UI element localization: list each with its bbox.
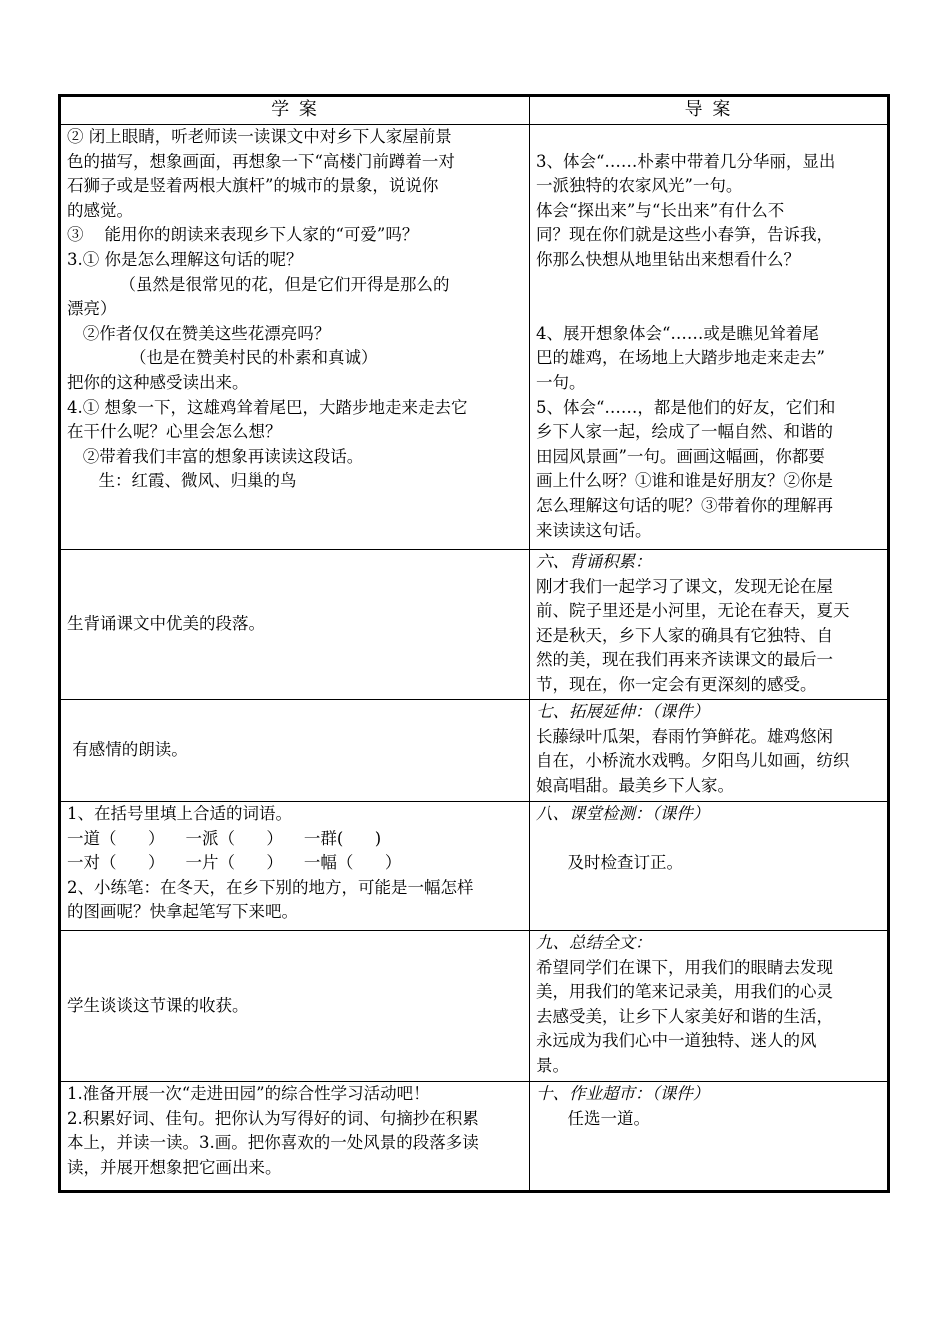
text-line: 4、展开想象体会“……或是瞧见耸着尾 <box>536 323 819 343</box>
text-line: ③ 能用你的朗读来表现乡下人家的“可爱”吗？ <box>67 225 419 245</box>
row6-right <box>530 1082 887 1190</box>
text-line: 乡下人家一起，绘成了一幅自然、和谐的 <box>536 422 833 442</box>
text-line: 2.积累好词、佳句。把你认为写得好的词、句摘抄在积累 <box>67 1108 479 1128</box>
text-line: 刚才我们一起学习了课文，发现无论在屋 <box>536 576 833 596</box>
text-line: 读，并展开想象把它画出来。 <box>67 1157 282 1177</box>
text-line: 本上，并读一读。3.画。把你喜欢的一处风景的段落多读 <box>67 1133 479 1153</box>
text-line: 希望同学们在课下，用我们的眼睛去发现 <box>536 957 833 977</box>
text-line <box>536 827 881 852</box>
text-line: 前、院子里还是小河里，无论在春天，夏天 <box>536 601 850 621</box>
text-line: 画上什么呀？①谁和谁是好朋友？②你是 <box>536 471 833 491</box>
row5-right <box>530 931 887 1081</box>
text-line <box>536 273 881 298</box>
section-title: 八、课堂检测：（课件） <box>536 804 710 823</box>
row2-left <box>61 550 530 699</box>
table-row <box>61 1081 887 1190</box>
table-row <box>61 699 887 801</box>
text-line: ②带着我们丰富的想象再读读这段话。 <box>67 446 364 466</box>
text-line: （虽然是很常见的花，但是它们开得是那么的 <box>67 274 450 294</box>
row4-left <box>61 802 530 930</box>
text-line: 生背诵课文中优美的段落。 <box>67 614 265 634</box>
text-line: 在干什么呢？心里会怎么想？ <box>67 422 282 442</box>
text-line <box>536 125 881 150</box>
text-line: 1、在括号里填上合适的词语。 <box>67 804 292 823</box>
text-line <box>536 297 881 322</box>
text-line: 5、体会“……，都是他们的好友，它们和 <box>536 397 836 417</box>
text-line: 及时检查订正。 <box>536 853 683 873</box>
section-title: 六、背诵积累： <box>536 552 652 571</box>
row5-left <box>61 931 530 1081</box>
text-line: 田园风景画”一句。画画这幅画，你都要 <box>536 446 825 466</box>
text-line: 长藤绿叶瓜架，春雨竹笋鲜花。雄鸡悠闲 <box>536 726 833 746</box>
text-line: 美，用我们的笔来记录美，用我们的心灵 <box>536 982 833 1002</box>
text-line: 把你的这种感受读出来。 <box>67 372 249 392</box>
header-xuean: 学 案 <box>61 97 530 124</box>
text-line: 你那么快想从地里钻出来想看什么？ <box>536 249 800 269</box>
text-line: 然的美，现在我们再来齐读课文的最后一 <box>536 650 833 670</box>
text-line: 4.① 想象一下，这雄鸡耸着尾巴，大踏步地走来走去它 <box>67 397 468 417</box>
text-line: 一派独特的农家风光”一句。 <box>536 176 743 196</box>
table-row <box>61 801 887 930</box>
header-daoan: 导 案 <box>684 99 733 120</box>
text-line: 石狮子或是竖着两根大旗杆”的城市的景象，说说你 <box>67 176 439 196</box>
table-row <box>61 930 887 1081</box>
row3-left <box>61 700 530 801</box>
text-line: 一对（ ） 一片（ ） 一幅（ ） <box>67 853 402 873</box>
text-line: 节，现在，你一定会有更深刻的感受。 <box>536 674 817 694</box>
text-line: 的图画呢？快拿起笔写下来吧。 <box>67 902 298 922</box>
text-line: 巴的雄鸡，在场地上大踏步地走来走去” <box>536 348 825 368</box>
text-line: 学生谈谈这节课的收获。 <box>67 995 249 1015</box>
text-line: 有感情的朗读。 <box>67 740 188 760</box>
row4-right <box>530 802 887 930</box>
text-line: 漂亮） <box>67 299 117 319</box>
lesson-plan-table <box>58 94 890 1193</box>
section-title: 十、作业超市：（课件） <box>536 1084 710 1103</box>
text-line: ②作者仅仅在赞美这些花漂亮吗？ <box>67 323 331 343</box>
text-line: 永远成为我们心中一道独特、迷人的风 <box>536 1031 817 1051</box>
text-line: 体会“探出来”与“长出来”有什么不 <box>536 200 785 220</box>
text-line: 2、小练笔：在冬天，在乡下别的地方，可能是一幅怎样 <box>67 877 474 897</box>
table-row <box>61 124 887 549</box>
section-title: 七、拓展延伸：（课件） <box>536 702 710 721</box>
text-line: 色的描写，想象画面，再想象一下“高楼门前蹲着一对 <box>67 151 455 171</box>
text-line: 3.① 你是怎么理解这句话的呢？ <box>67 249 303 269</box>
section-title: 九、总结全文： <box>536 933 652 952</box>
text-line: 怎么理解这句话的呢？③带着你的理解再 <box>536 495 833 515</box>
text-line: 一句。 <box>536 372 586 392</box>
row2-right <box>530 550 887 699</box>
row1-right <box>530 125 887 549</box>
text-line: 任选一道。 <box>536 1108 650 1128</box>
row3-right <box>530 700 887 801</box>
text-line: 景。 <box>536 1055 569 1075</box>
text-line: 去感受美，让乡下人家美好和谐的生活， <box>536 1006 833 1026</box>
text-line: 自在，小桥流水戏鸭。夕阳鸟儿如画，纺织 <box>536 751 850 771</box>
text-line: 的感觉。 <box>67 200 133 220</box>
table-row <box>61 549 887 699</box>
text-line: 娘高唱甜。最美乡下人家。 <box>536 775 734 795</box>
text-line: 还是秋天，乡下人家的确具有它独特、自 <box>536 625 833 645</box>
row1-left <box>61 125 530 549</box>
text-line: 1.准备开展一次“走进田园”的综合性学习活动吧！ <box>67 1084 430 1103</box>
text-line: 一道（ ） 一派（ ） 一群( ) <box>67 828 382 848</box>
text-line: 3、体会“……朴素中带着几分华丽，显出 <box>536 151 836 171</box>
header-row <box>61 97 887 124</box>
text-line: 生：红霞、微风、归巢的鸟 <box>67 471 297 491</box>
row6-left <box>61 1082 530 1190</box>
text-line: （也是在赞美村民的朴素和真诚） <box>67 348 378 368</box>
text-line: 同？现在你们就是这些小春笋，告诉我， <box>536 225 833 245</box>
text-line: 来读读这句话。 <box>536 520 652 540</box>
text-line: ② 闭上眼睛，听老师读一读课文中对乡下人家屋前景 <box>67 127 452 146</box>
